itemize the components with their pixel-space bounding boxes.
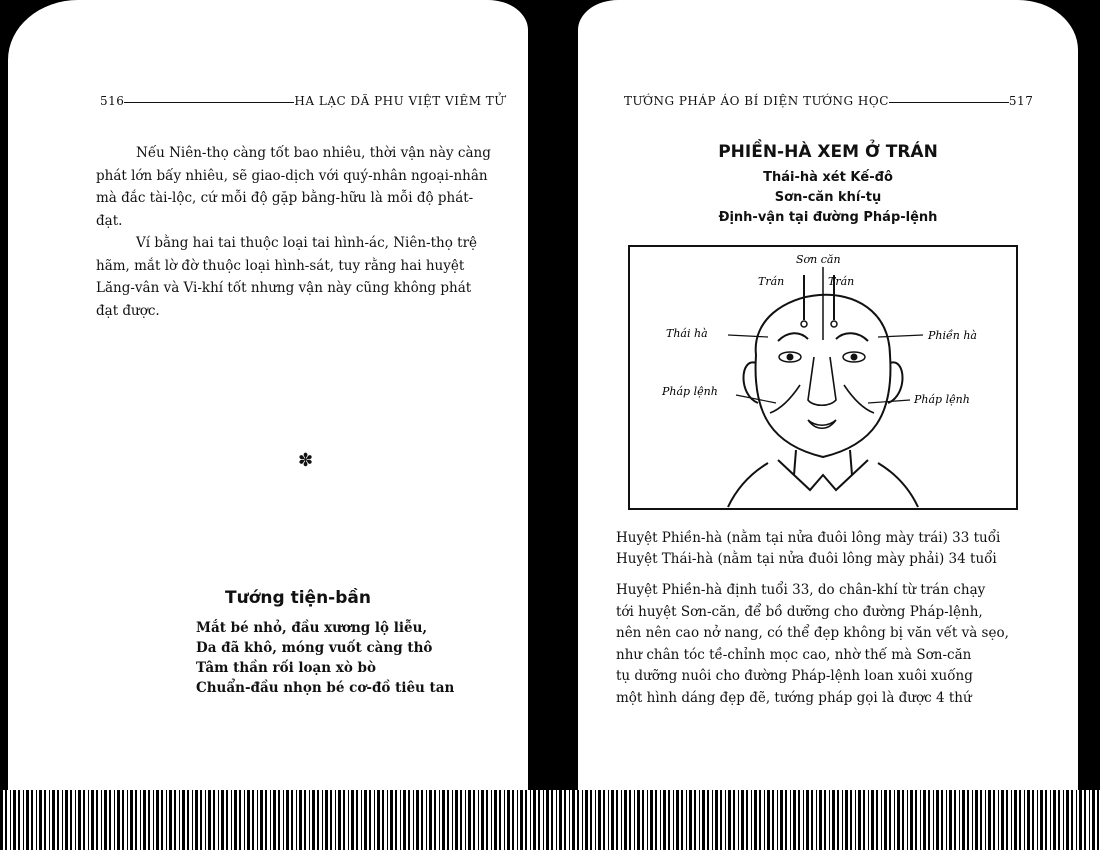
- right-header-title: TƯỚNG PHÁP ÁO BÍ DIỆN TƯỚNG HỌC: [624, 94, 889, 108]
- book-spine: [528, 0, 578, 850]
- text-line: mà đắc tài-lộc, cứ mỗi độ gặp bằng-hữu là mỗi độ phát-: [96, 190, 474, 206]
- text-line: một hình dáng đẹp đẽ, tướng pháp gọi là được 4 thứ: [616, 689, 972, 706]
- right-title: PHIỀN-HÀ XEM Ở TRÁN: [718, 142, 938, 162]
- subtitle: Định-vận tại đường Pháp-lệnh: [718, 210, 938, 225]
- label-thai-ha: Thái hà: [666, 327, 708, 340]
- text-line: tới huyệt Sơn-căn, để bồ dưỡng cho đường Pháp-lệnh,: [616, 603, 983, 620]
- right-header: [624, 94, 1033, 108]
- right-page: [578, 0, 1078, 790]
- text-line: phát lớn bấy nhiêu, sẽ giao-dịch với quý-nhân ngoại-nhân: [96, 167, 488, 184]
- text-line: Ví bằng hai tai thuộc loại tai hình-ác, Niên-thọ trệ: [136, 235, 478, 251]
- text-line: đạt.: [96, 212, 123, 229]
- poem-line: Tâm thần rối loạn xò bò: [196, 660, 376, 676]
- label-tran-right: Trán: [828, 275, 855, 288]
- label-phien-ha: Phiền hà: [928, 329, 977, 342]
- note-line: Huyệt Phiền-hà (nằm tại nửa đuôi lông mày trái) 33 tuổi: [616, 530, 1001, 546]
- note-line: Huyệt Thái-hà (nằm tại nửa đuôi lông mày phải) 34 tuổi: [616, 551, 997, 567]
- text-line: Huyệt Phiền-hà định tuổi 33, do chân-khí từ trán chạy: [616, 582, 986, 598]
- text-line: tụ dưỡng nuôi cho đường Pháp-lệnh loan xuôi xuống: [616, 668, 973, 684]
- header-rule: [124, 102, 294, 103]
- figure-notes: [616, 528, 1036, 570]
- text-line: đạt được.: [96, 302, 160, 319]
- left-paragraph-2: [96, 232, 516, 322]
- header-rule: [889, 102, 1009, 103]
- text-line: hãm, mắt lờ đờ thuộc loại hình-sát, tuy rằng hai huyệt: [96, 257, 465, 274]
- label-tran-left: Trán: [758, 275, 785, 288]
- scan-edge-pattern: [0, 790, 1100, 850]
- left-page-number: 516: [100, 94, 125, 108]
- subtitle: Thái-hà xét Kế-đô: [763, 170, 893, 185]
- label-phap-lenh-right: Pháp lệnh: [914, 393, 970, 406]
- poem-line: Mắt bé nhỏ, đầu xương lộ liễu,: [196, 620, 428, 636]
- left-paragraph-1: [96, 142, 516, 232]
- face-diagram: [628, 245, 1018, 510]
- poem: [196, 618, 454, 698]
- ornament-icon: ✽: [298, 450, 314, 471]
- poem-line: Chuẩn-đầu nhọn bé cơ-đồ tiêu tan: [196, 680, 455, 696]
- text-line: Lăng-vân và Vi-khí tốt nhưng vận này cũng không phát: [96, 280, 472, 296]
- label-phap-lenh-left: Pháp lệnh: [662, 385, 718, 398]
- left-header-title: HA LẠC DÃ PHU VIỆT VIÊM TỬ: [294, 94, 505, 108]
- left-header: [100, 94, 505, 108]
- right-page-number: 517: [1008, 94, 1034, 108]
- label-son-can: Sơn căn: [796, 253, 841, 266]
- text-line: nên nên cao nở nang, có thể đẹp không bị văn vết và sẹo,: [616, 625, 1009, 641]
- left-page: [8, 0, 528, 790]
- subtitle: Sơn-căn khí-tụ: [774, 190, 882, 205]
- poem-title: Tướng tiện-bần: [225, 588, 371, 608]
- poem-line: Da đã khô, móng vuốt càng thô: [196, 640, 433, 656]
- text-line: Nếu Niên-thọ càng tốt bao nhiêu, thời vận này càng: [136, 145, 491, 161]
- right-paragraph: [616, 580, 1036, 709]
- text-line: như chân tóc tề-chỉnh mọc cao, nhờ thế mà Sơn-căn: [616, 646, 972, 663]
